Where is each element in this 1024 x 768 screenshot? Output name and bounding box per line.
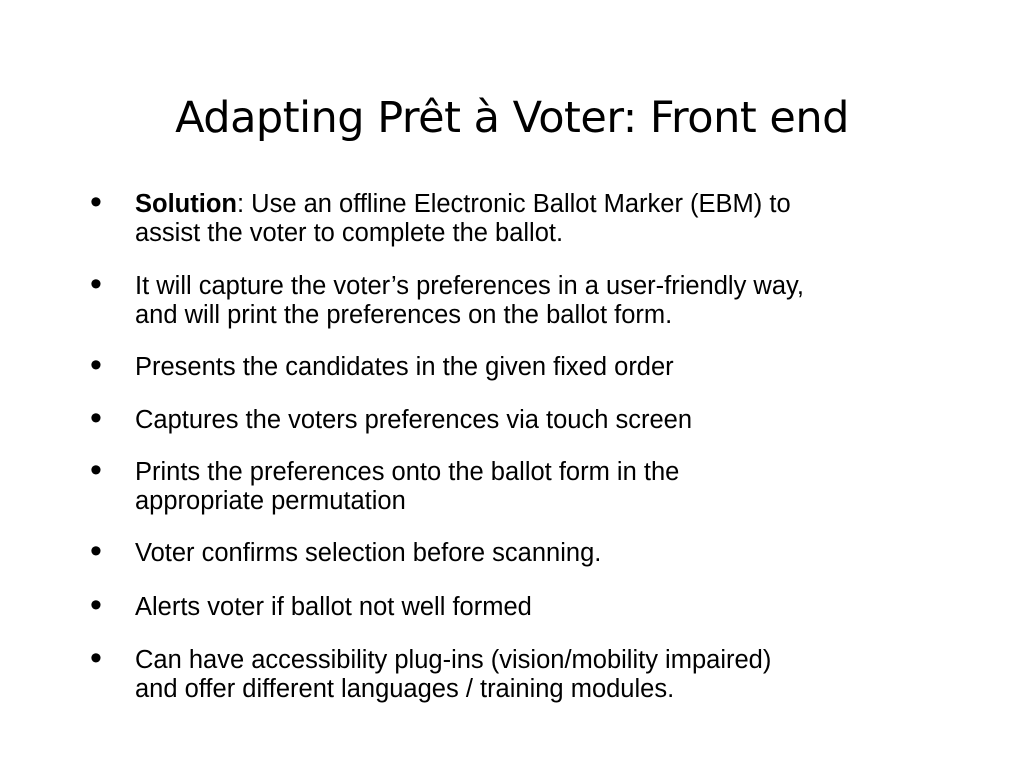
bullet-text: Presents the candidates in the given fixed order bbox=[135, 353, 674, 381]
bullet-text: Voter confirms selection before scanning. bbox=[135, 539, 602, 567]
bullet-dot-icon: • bbox=[90, 586, 102, 624]
bullet-dot-icon: • bbox=[90, 639, 102, 677]
bullet-text: Prints the preferences onto the ballot form in the appropriate permutation bbox=[135, 458, 680, 515]
bullet-dot-icon: • bbox=[90, 399, 102, 437]
bullet-text: Alerts voter if ballot not well formed bbox=[135, 593, 532, 621]
bullet-text: Can have accessibility plug-ins (vision/mobility impaired) and offer different languages / training modules. bbox=[135, 646, 772, 703]
slide-title: Adapting Prêt à Voter: Front end bbox=[175, 93, 849, 143]
bullet-dot-icon: • bbox=[90, 532, 102, 570]
bullet-dot-icon: • bbox=[90, 451, 102, 489]
bullet-dot-icon: • bbox=[90, 346, 102, 384]
bullet-bold-lead: Solution bbox=[135, 190, 237, 218]
bullet-dot-icon: • bbox=[90, 183, 102, 221]
bullet-text: Captures the voters preferences via touch screen bbox=[135, 406, 693, 434]
bullet-dot-icon: • bbox=[90, 265, 102, 303]
bullet-body: : Use an offline Electronic Ballot Marker (EBM) to assist the voter to complete the ballot. bbox=[135, 190, 791, 247]
bullet-text bbox=[135, 190, 955, 248]
bullet-text: It will capture the voter’s preferences in a user-friendly way, and will print the preferences on the ballot form. bbox=[135, 272, 804, 329]
